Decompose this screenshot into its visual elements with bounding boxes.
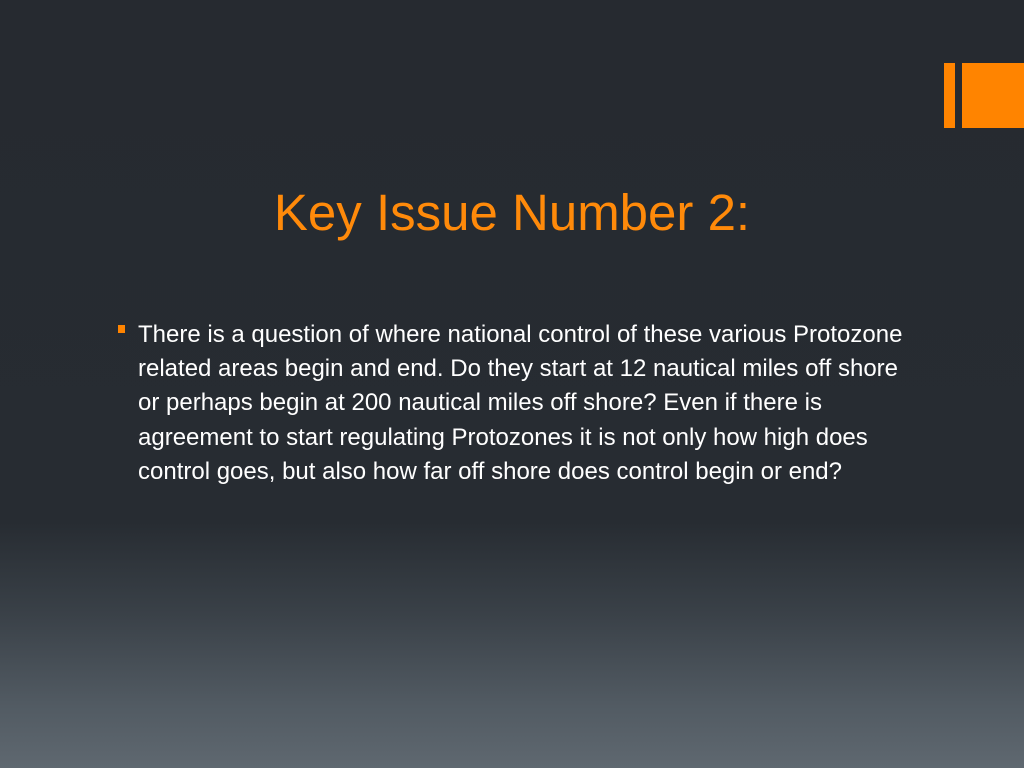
accent-bar-thick <box>962 63 1024 128</box>
accent-bar-thin <box>944 63 955 128</box>
slide-title: Key Issue Number 2: <box>273 184 751 241</box>
bullet-text: There is a question of where national control of these various Protozone related areas begin and end. Do they start at 12 nautical miles off shore or perhaps begin at 200 nautical miles off shore? Even if there is agreement to start regulating Protozones it is not only how high does control goes, but also how far off shore does control begin or end? <box>138 321 903 485</box>
bullet-item <box>117 318 917 489</box>
square-bullet-icon <box>118 325 125 333</box>
